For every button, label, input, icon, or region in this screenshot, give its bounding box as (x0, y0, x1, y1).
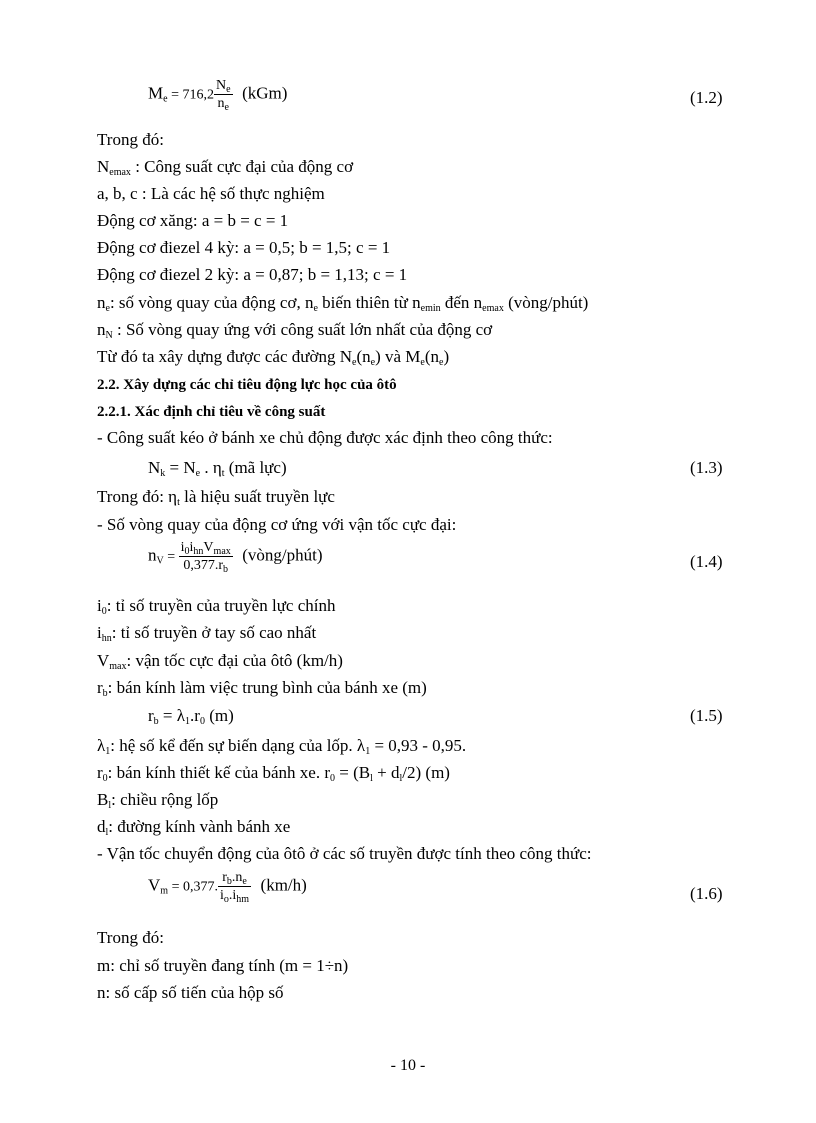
paragraph: $V_{max}$: vận tốc cực đại của ôtô (km/h) (97, 651, 343, 672)
paragraph: - Công suất kéo ở bánh xe chủ động được xác định theo công thức: (97, 428, 553, 447)
equation-number: (1.3) (690, 458, 723, 477)
equation-1-3: $N_k = N_e$ . $\eta_t$ (mã lực) (148, 458, 287, 479)
paragraph: $i_{hn}$: tỉ số truyền ở tay số cao nhất (97, 623, 317, 644)
paragraph: $r_0$: bán kính thiết kế của bánh xe. $r_0 = (B_l + d_l/2)$ (m) (97, 763, 450, 784)
paragraph: m: chỉ số truyền đang tính (m = 1÷n) (97, 956, 349, 975)
paragraph: $i_0$: tỉ số truyền của truyền lực chính (97, 596, 336, 617)
paragraph: Động cơ điezel 4 kỳ: a = 0,5; b = 1,5; c = 1 (97, 238, 391, 257)
paragraph: $r_b$: bán kính làm việc trung bình của bánh xe (m) (97, 678, 427, 699)
equation-number: (1.5) (690, 706, 723, 725)
paragraph: - Số vòng quay của động cơ ứng với vận tốc cực đại: (97, 515, 457, 534)
page-number: - 10 - (390, 1057, 426, 1074)
equation-number: (1.6) (690, 884, 723, 903)
paragraph: Động cơ điezel 2 kỳ: a = 0,87; b = 1,13; c = 1 (97, 265, 408, 284)
paragraph: Trong đó: $\eta_t$ là hiệu suất truyền lực (97, 487, 335, 508)
paragraph: Động cơ xăng: a = b = c = 1 (97, 211, 289, 230)
equation-number: (1.2) (690, 88, 723, 107)
paragraph: - Vận tốc chuyển động của ôtô ở các số truyền được tính theo công thức: (97, 844, 592, 863)
paragraph: $N_{emax}$ : Công suất cực đại của động cơ (97, 157, 354, 178)
subsection-heading: 2.2.1. Xác định chỉ tiêu về công suất (97, 404, 326, 420)
paragraph: Trong đó: (97, 130, 164, 149)
paragraph: $n_e$: số vòng quay của động cơ, $n_e$ biến thiên từ $n_{emin}$ đến $n_{emax}$ (vòng/phút) (97, 293, 589, 314)
paragraph: $\lambda_1$: hệ số kể đến sự biến dạng của lốp. $\lambda_1 = 0,93 - 0,95$. (97, 736, 467, 757)
paragraph: a, b, c : Là các hệ số thực nghiệm (97, 184, 325, 203)
equation-1-4: $n_V$ = $\frac{i_0i_{hn}V_{max}}{0,377.r_b}$ (vòng/phút) (148, 540, 323, 575)
paragraph: $d_l$: đường kính vành bánh xe (97, 817, 291, 838)
paragraph: Từ đó ta xây dựng được các đường $N_e(n_e)$ và $M_e(n_e)$ (97, 347, 450, 368)
equation-1-6: $V_m = 0,377$. $\frac{r_b.n_e}{i_o.i_{hm}}$ (km/h) (148, 870, 307, 905)
equation-1-5: $r_b = \lambda_1.r_0$ (m) (148, 706, 234, 727)
equation-1-2: $M_e = 716,2$ $\frac{N_e}{n_e}$ (kGm) (148, 78, 288, 113)
paragraph: $n_N$ : Số vòng quay ứng với công suất lớn nhất của động cơ (97, 320, 493, 341)
paragraph: n: số cấp số tiến của hộp số (97, 983, 284, 1002)
section-heading: 2.2. Xây dựng các chỉ tiêu động lực học của ôtô (97, 377, 397, 393)
paragraph: $B_l$: chiều rộng lốp (97, 790, 219, 811)
paragraph: Trong đó: (97, 928, 164, 947)
equation-number: (1.4) (690, 552, 723, 571)
